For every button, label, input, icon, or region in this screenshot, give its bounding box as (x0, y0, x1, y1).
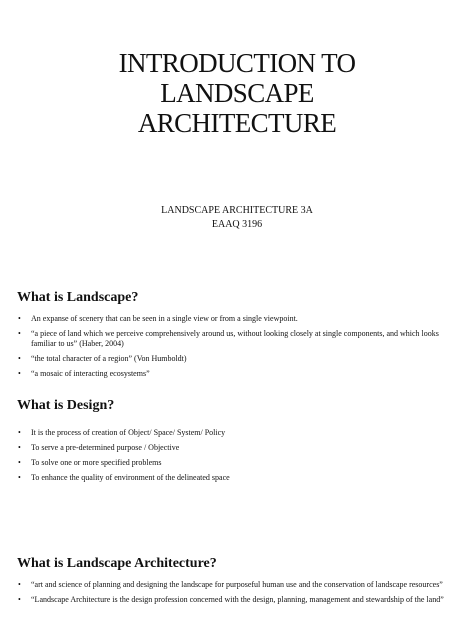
list-item (17, 458, 457, 468)
page-title (0, 48, 474, 138)
bullet-glyph: • (18, 473, 21, 482)
list-item-text: “Landscape Architecture is the design profession concerned with the design, planning, management and stewardship of the land” (31, 595, 444, 604)
title-line-1: INTRODUCTION TO (118, 48, 356, 78)
list-item (17, 443, 457, 453)
list-item-text: To serve a pre-determined purpose / Objective (31, 443, 180, 452)
section-heading: What is Landscape Architecture? (17, 556, 217, 571)
bullet-glyph: • (18, 329, 21, 338)
bullet-glyph: • (18, 314, 21, 323)
list-item-text: “a piece of land which we perceive comprehensively around us, without looking closely at single components, and which looks familiar to us” (Haber, 2004) (31, 329, 439, 348)
list-item-text: To solve one or more specified problems (31, 458, 162, 467)
list-item-text: It is the process of creation of Object/ Space/ System/ Policy (31, 428, 226, 437)
list-item (17, 595, 457, 605)
title-line-2: LANDSCAPE (160, 78, 314, 108)
list-item (17, 473, 457, 483)
list-item-text: To enhance the quality of environment of the delineated space (31, 473, 230, 482)
bullet-glyph: • (18, 354, 21, 363)
bullet-glyph: • (18, 369, 21, 378)
bullet-glyph: • (18, 580, 21, 589)
bullet-glyph: • (18, 443, 21, 452)
bullet-list (17, 580, 457, 605)
list-item (17, 354, 457, 364)
section-landscape (17, 289, 457, 384)
list-item-text: “art and science of planning and designing the landscape for purposeful human use and the conservation of landscape resources” (31, 580, 443, 589)
bullet-glyph: • (18, 595, 21, 604)
list-item (17, 329, 457, 349)
list-item (17, 580, 457, 590)
bullet-list (17, 314, 457, 379)
list-item-text: An expanse of scenery that can be seen in a single view or from a single viewpoint. (31, 314, 298, 323)
course-name: LANDSCAPE ARCHITECTURE 3A (161, 205, 313, 216)
course-info (0, 204, 474, 232)
title-line-3: ARCHITECTURE (137, 108, 337, 138)
list-item-text: “the total character of a region” (Von Humboldt) (31, 354, 187, 363)
section-heading: What is Design? (17, 398, 115, 413)
course-code: EAAQ 3196 (211, 219, 263, 230)
list-item (17, 369, 457, 379)
list-item (17, 428, 457, 438)
section-heading: What is Landscape? (17, 290, 139, 305)
section-design (17, 397, 457, 488)
bullet-list (17, 428, 457, 483)
bullet-glyph: • (18, 458, 21, 467)
bullet-glyph: • (18, 428, 21, 437)
list-item-text: “a mosaic of interacting ecosystems” (31, 369, 150, 378)
section-landscape-architecture (17, 555, 457, 610)
list-item (17, 314, 457, 324)
